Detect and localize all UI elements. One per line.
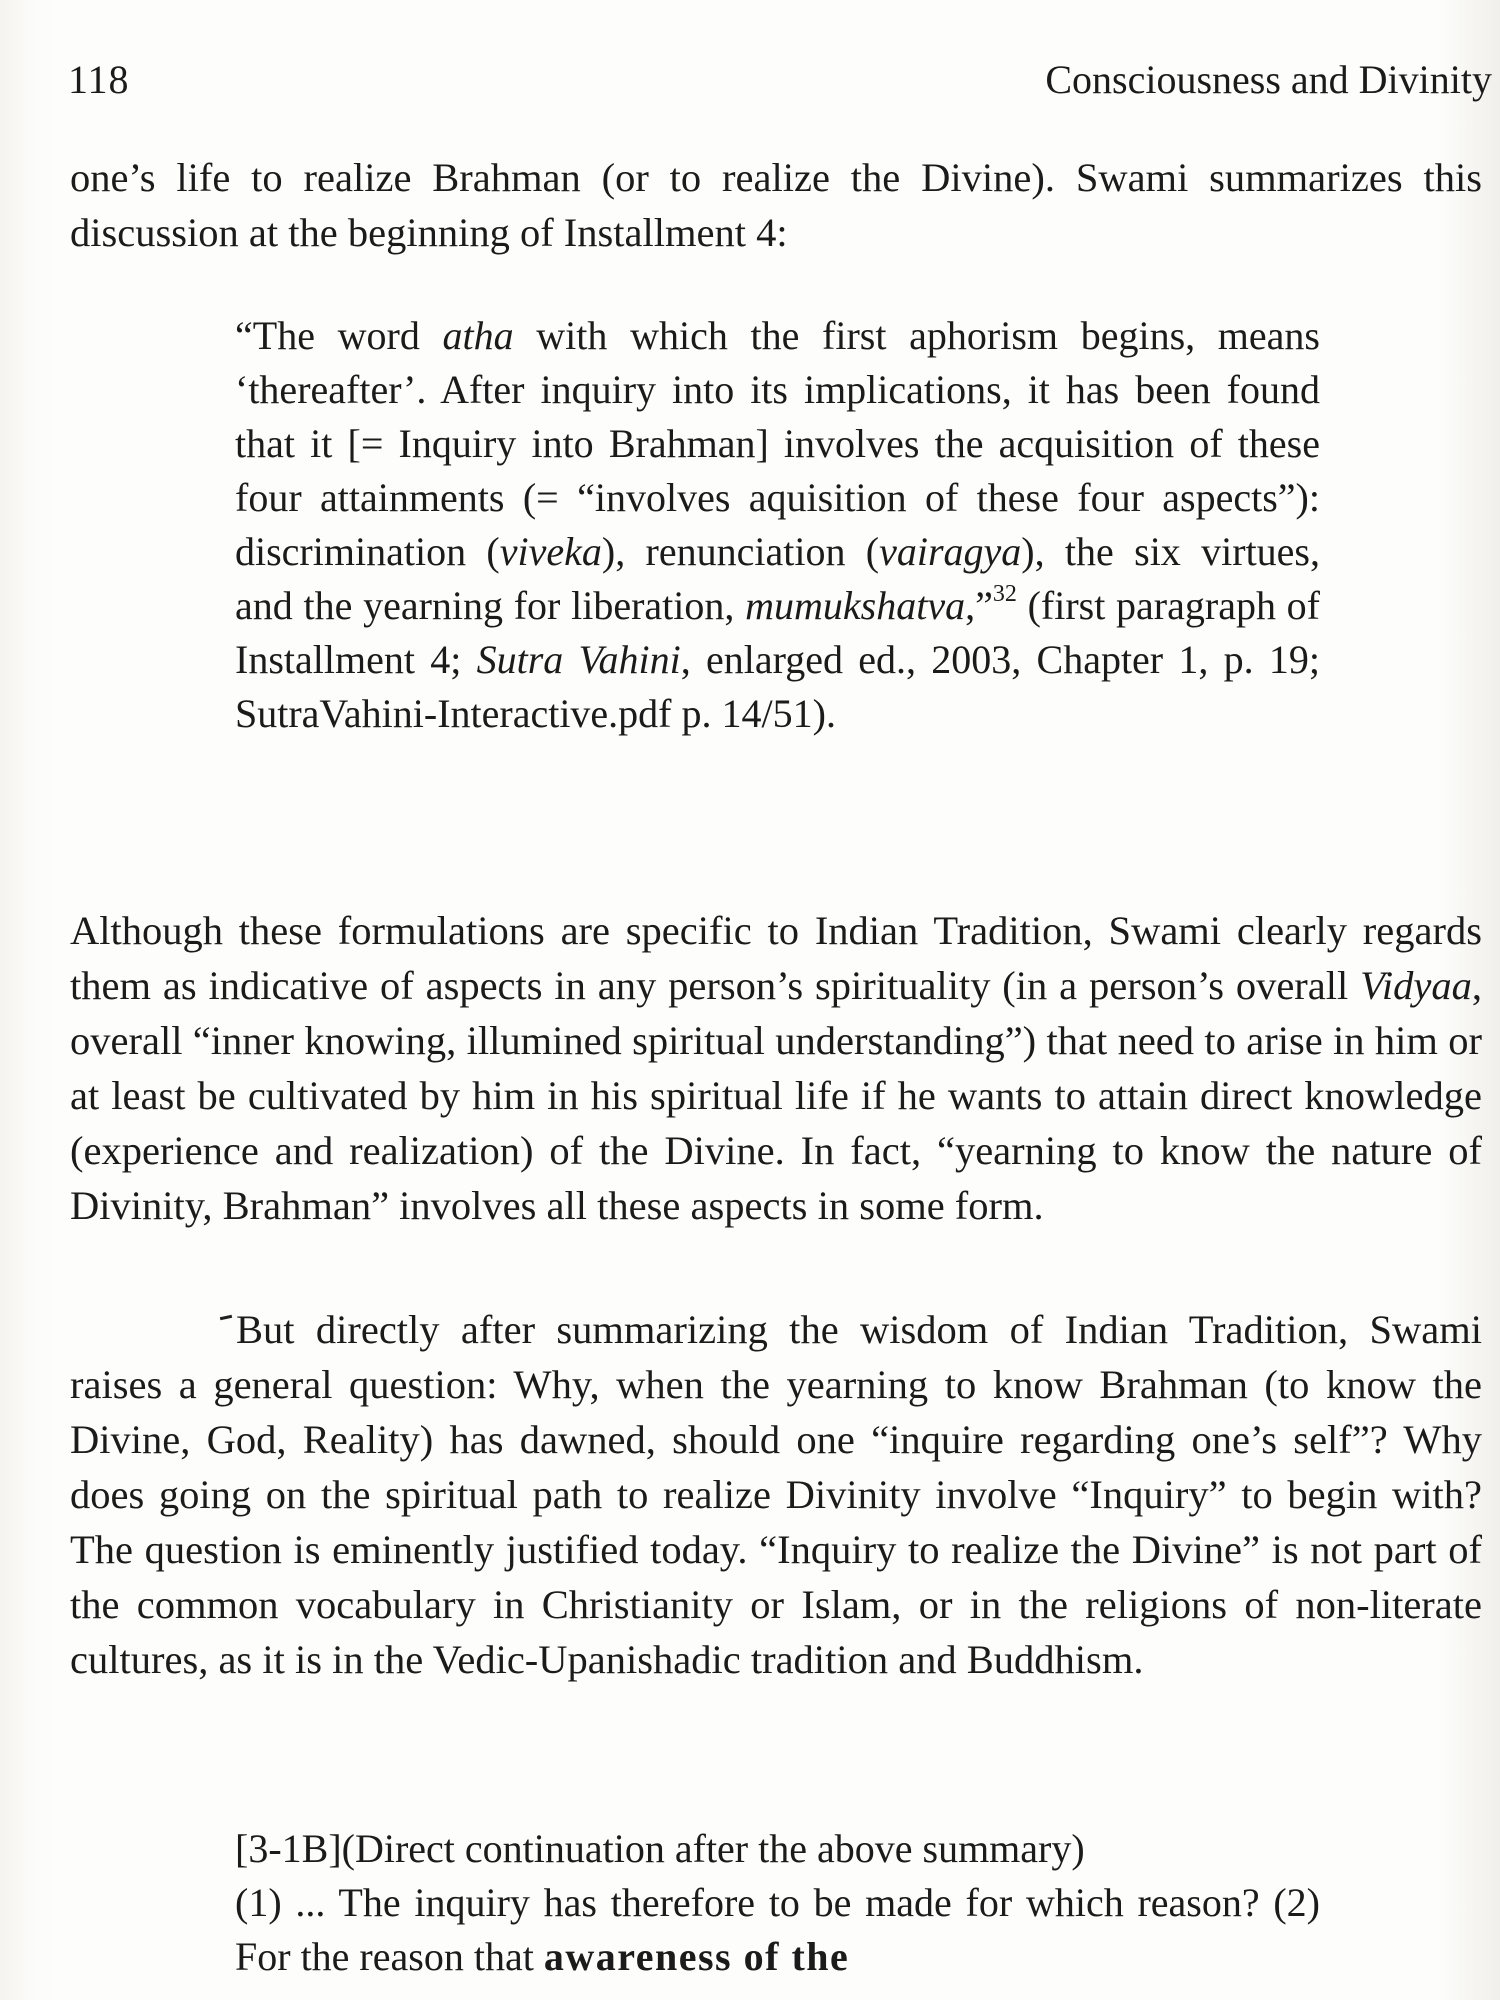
quote-1-italic-term: vairagya <box>879 529 1022 574</box>
quote-1-italic-title: Sutra Vahini <box>476 637 681 682</box>
quote-1-text: with which the first aphorism begins, means ‘thereafter’. After inquiry into its implications, it has been found that it [= Inquiry into Brahman] involves the acquisition of these four attainments (= “involves aquisition of these four aspects”): discrimination ( <box>235 313 1320 574</box>
paragraph-2-italic-term: Vidyaa <box>1360 963 1472 1008</box>
paragraph-3 <box>70 1302 1482 1687</box>
block-quote-1 <box>235 309 1320 741</box>
paragraph-2 <box>70 903 1482 1233</box>
running-title: Consciousness and Divinity <box>1045 57 1492 102</box>
quote-2-bold-text: awareness of the <box>543 1934 850 1979</box>
block-quote-2 <box>235 1822 1320 1984</box>
margin-tick-mark <box>220 1315 232 1320</box>
paragraph-3-text: But directly after summarizing the wisdom of Indian Tradition, Swami raises a general question: Why, when the yearning to know Brahman (to know the Divine, God, Reality) has dawned, should one “inquire regarding one’s self”? Why does going on the spiritual path to realize Divinity involve “Inquiry” to begin with? The question is eminently justified today. “Inquiry to realize the Divine” is not part of the common vocabulary in Christianity or Islam, or in the religions of non-literate cultures, as it is in the Vedic-Upanishadic tradition and Buddhism. <box>70 1307 1482 1682</box>
quote-1-italic-term: mumukshatva <box>745 583 966 628</box>
quote-1-italic-term: viveka <box>499 529 602 574</box>
quote-1-text: ,” <box>965 583 993 628</box>
quote-1-italic-term: atha <box>442 313 514 358</box>
footnote-marker: 32 <box>992 581 1017 607</box>
quote-2-text: (1) ... The inquiry has therefore to be made for which reason? (2) For the reason that <box>235 1880 1320 1979</box>
page-number: 118 <box>68 57 130 102</box>
quote-1-text: ), the six virtues, and the yearning for liberation, <box>235 529 1320 628</box>
quote-1-text: (first paragraph of Installment 4; <box>235 583 1320 682</box>
quote-1-text: ), renunciation ( <box>601 529 880 574</box>
quote-2-heading: [3-1B](Direct continuation after the above summary) <box>235 1826 1085 1871</box>
paragraph-1-text: one’s life to realize Brahman (or to realize the Divine). Swami summarizes this discussion at the beginning of Installment 4: <box>70 155 1482 255</box>
quote-1-text: “The word <box>235 313 443 358</box>
paragraph-1 <box>70 150 1482 260</box>
paragraph-2-text: , overall “inner knowing, illumined spiritual understanding”) that need to arise in him or at least be cultivated by him in his spiritual life if he wants to attain direct knowledge (experience and realization) of the Divine. In fact, “yearning to know the nature of Divinity, Brahman” involves all these aspects in some form. <box>70 963 1482 1228</box>
quote-1-text: , enlarged ed., 2003, Chapter 1, p. 19; SutraVahini-Interactive.pdf p. 14/51). <box>235 637 1321 736</box>
paragraph-2-text: Although these formulations are specific to Indian Tradition, Swami clearly regards them as indicative of aspects in any person’s spirituality (in a person’s overall <box>70 908 1482 1008</box>
